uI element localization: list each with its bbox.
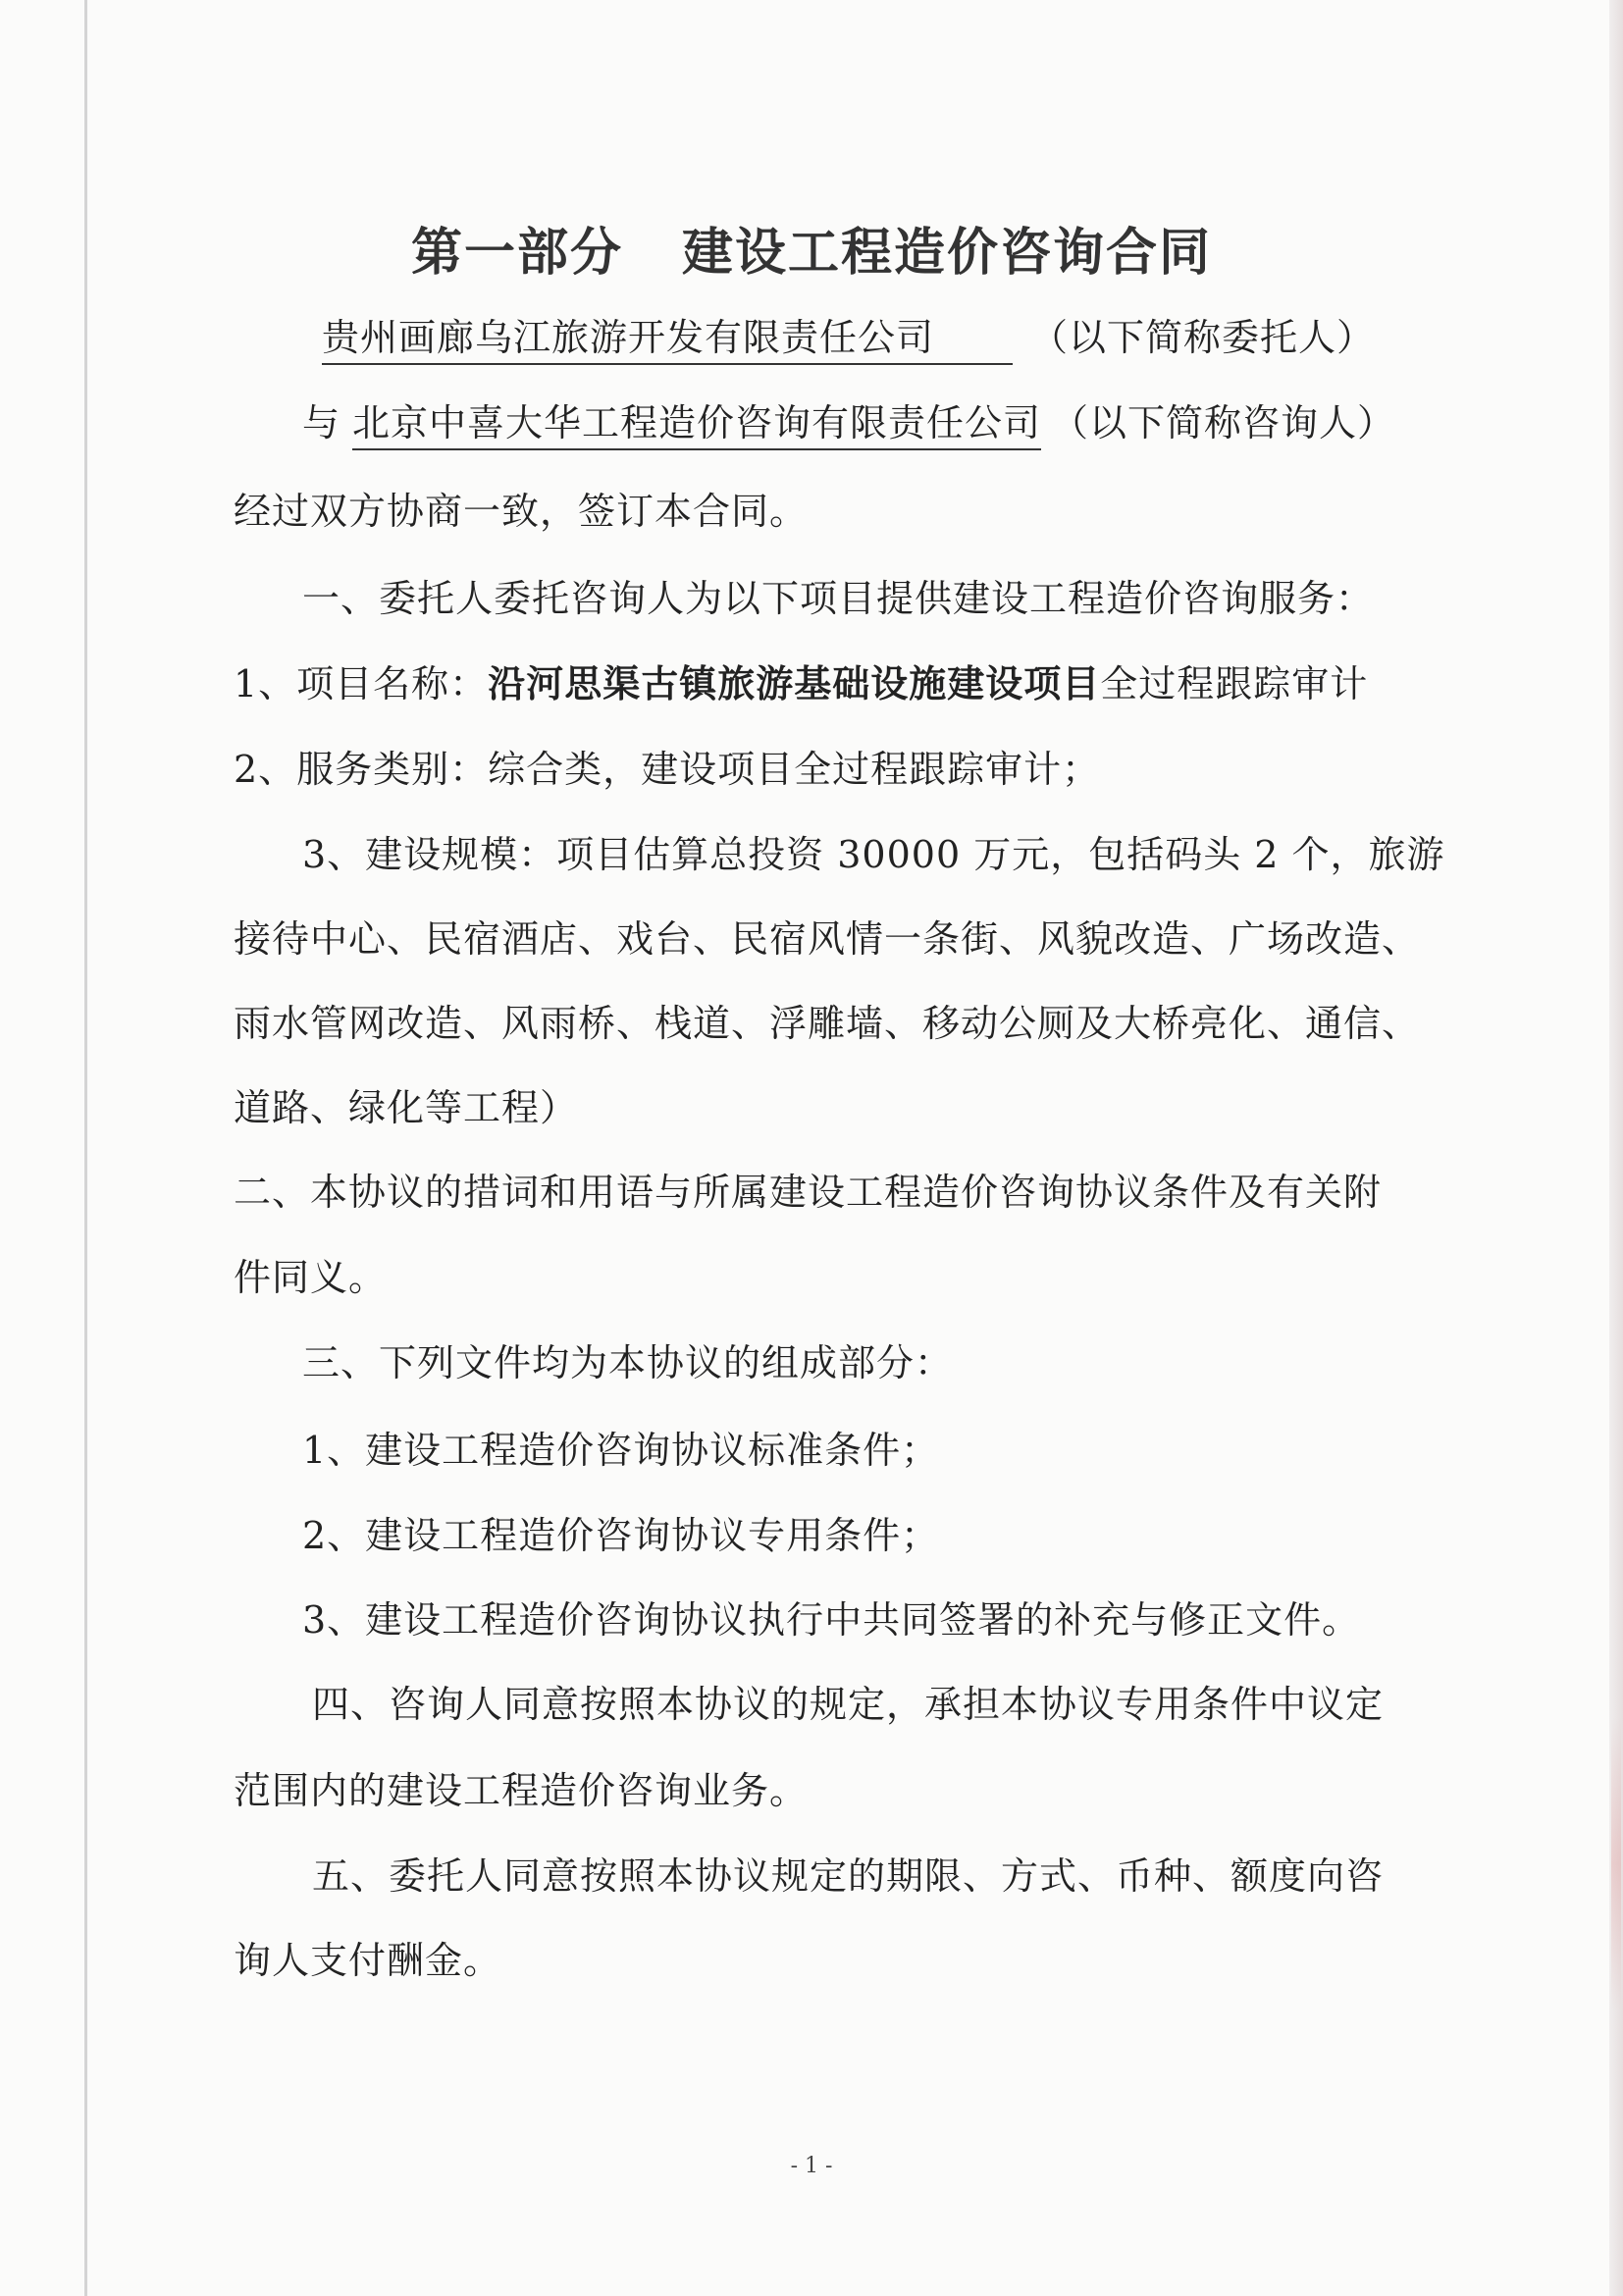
section4-line: 四、咨询人同意按照本协议的规定，承担本协议专用条件中议定 [312, 1683, 1385, 1726]
section3-item: 3、建设工程造价咨询协议执行中共同签署的补充与修正文件。 [302, 1598, 1361, 1642]
title-name: 建设工程造价咨询合同 [682, 224, 1213, 283]
section1-item3-line: 道路、绿化等工程） [234, 1086, 579, 1129]
contract-title [0, 211, 1623, 285]
section1-item3-line: 3、建设规模：项目估算总投资 30000 万元，包括码头 2 个，旅游 [302, 833, 1445, 876]
agreement-line: 经过双方协商一致，签订本合同。 [234, 490, 809, 533]
section1-item2: 2、服务类别：综合类，建设项目全过程跟踪审计； [234, 748, 1101, 791]
section5-line: 询人支付酬金。 [234, 1939, 502, 1982]
consultant-suffix: （以下简称咨询人） [1051, 401, 1396, 444]
section3-item: 2、建设工程造价咨询协议专用条件； [302, 1514, 940, 1557]
item1-suffix: 全过程跟踪审计 [1100, 662, 1369, 705]
page-number: - 1 - [790, 2154, 833, 2178]
seal-edge-mark [1611, 1717, 1621, 2011]
with-prefix: 与 [302, 401, 341, 444]
client-name: 贵州画廊乌江旅游开发有限责任公司 [322, 316, 1013, 365]
section4-line: 范围内的建设工程造价咨询业务。 [234, 1769, 809, 1812]
section2-line: 件同义。 [234, 1256, 388, 1299]
section1-item1 [234, 662, 1369, 705]
client-suffix: （以下简称委托人） [1030, 316, 1376, 359]
section3-item: 1、建设工程造价咨询协议标准条件； [302, 1429, 940, 1472]
section1-item3-line: 雨水管网改造、风雨桥、栈道、浮雕墙、移动公厕及大桥亮化、通信、 [234, 1002, 1421, 1045]
item1-prefix: 1、项目名称： [234, 662, 489, 705]
client-line [322, 316, 1376, 359]
section2-line: 二、本协议的措词和用语与所属建设工程造价咨询协议条件及有关附 [234, 1171, 1383, 1214]
section5-line: 五、委托人同意按照本协议规定的期限、方式、币种、额度向咨 [312, 1854, 1385, 1898]
project-name: 沿河思渠古镇旅游基础设施建设项目 [488, 662, 1101, 705]
title-part: 第一部分 [410, 224, 623, 283]
section1-heading: 一、委托人委托咨询人为以下项目提供建设工程造价咨询服务： [302, 577, 1375, 620]
section1-item3-line: 接待中心、民宿酒店、戏台、民宿风情一条街、风貌改造、广场改造、 [234, 917, 1421, 961]
scan-edge-left [84, 0, 87, 2296]
section3-heading: 三、下列文件均为本协议的组成部分： [302, 1341, 954, 1384]
consultant-name: 北京中喜大华工程造价咨询有限责任公司 [352, 401, 1041, 450]
consultant-line [302, 401, 1396, 444]
